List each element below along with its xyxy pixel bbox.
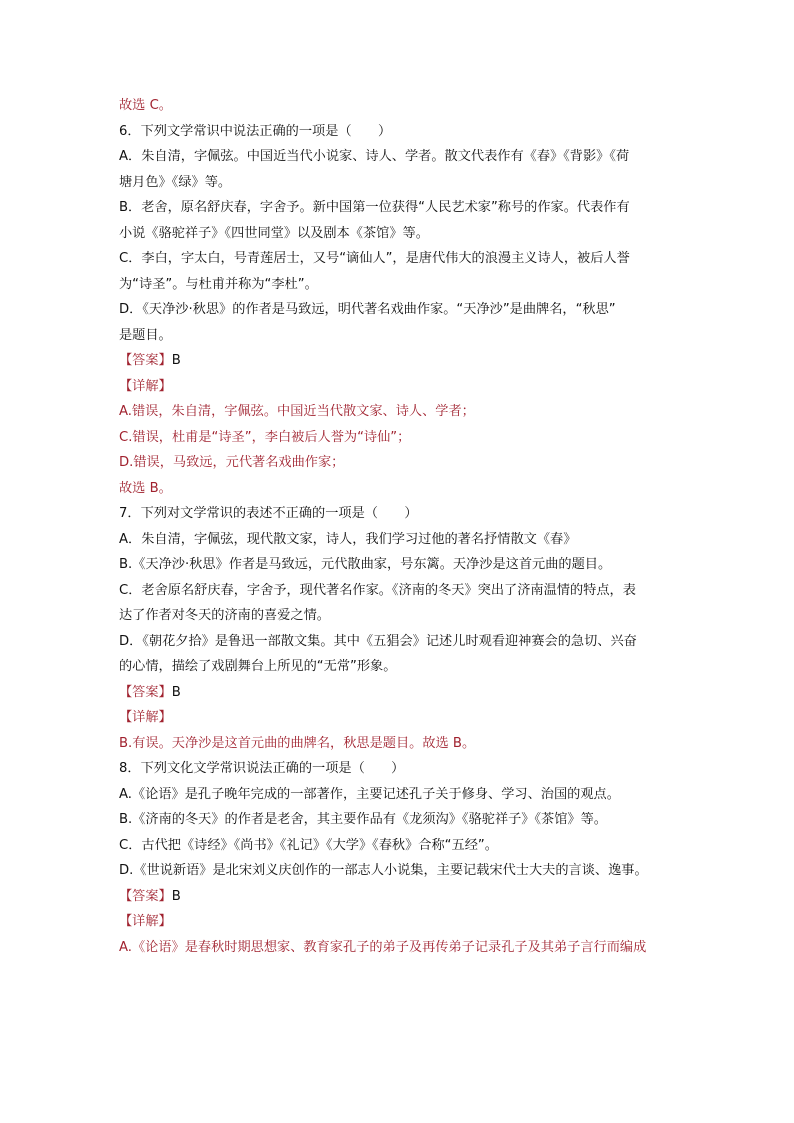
option-line: B.《天净沙·秋思》作者是马致远，元代散曲家，号东篱。天净沙是这首元曲的题目。 [119,557,612,572]
explanation-line: 故选 C。 [119,98,172,113]
option-line: C．老舍原名舒庆春，字舍予，现代著名作家。《济南的冬天》突出了济南温情的特点，表 [119,582,636,598]
answer-bracket: 【答案】 [119,684,172,700]
question-stem: 6．下列文学常识中说法正确的一项是（ ） [119,123,392,139]
question-stem: 8．下列文化文学常识说法正确的一项是（ ） [119,761,405,776]
answer-letter: B [171,888,181,904]
explanation-line: A.错误，朱自清，字佩弦。中国近当代散文家、诗人、学者； [119,404,475,419]
answer-bracket: 【答案】 [119,888,172,904]
answer-label [119,348,684,374]
option-line: A.《论语》是孔子晚年完成的一部著作，主要记述孔子关于修身、学习、治国的观点。 [119,786,620,802]
text-line: 是题目。 [119,327,172,343]
answer-label [119,680,684,706]
explanation-line: D.错误，马致远，元代著名戏曲作家； [119,455,345,470]
text-line: 塘月色》《绿》等。 [119,174,232,190]
option-line: D．《朝花夕拾》是鲁迅一部散文集。其中《五猖会》记述儿时观看迎神赛会的急切、兴奋 [119,633,637,649]
option-line: B.《济南的冬天》的作者是老舍，其主要作品有《龙须沟》《骆驼祥子》《茶馆》等。 [119,812,607,827]
explanation-line: A.《论语》是春秋时期思想家、教育家孔子的弟子及再传弟子记录孔子及其弟子言行而编成 [119,939,647,955]
option-line: C．李白，字太白，号青莲居士，又号“谪仙人”，是唐代伟大的浪漫主义诗人，被后人誉 [119,251,630,266]
option-line: A．朱自清，字佩弦。中国近当代小说家、诗人、学者。散文代表作有《春》《背影》《荷 [119,149,630,164]
text-line: 的心情，描绘了戏剧舞台上所见的“无常”形象。 [119,659,397,674]
explanation-label: 【详解】 [119,914,172,929]
explanation-label: 【详解】 [119,710,172,725]
answer-bracket: 【答案】 [119,353,172,368]
text-line: 为“诗圣”。与杜甫并称为“李杜”。 [119,276,318,292]
explanation-line: 故选 B。 [119,480,172,496]
option-line: C．古代把《诗经》《尚书》《礼记》《大学》《春秋》合称“五经”。 [119,837,498,853]
question-stem: 7．下列对文学常识的表述不正确的一项是（ ） [119,506,418,521]
text-line: 达了作者对冬天的济南的喜爱之情。 [119,608,330,623]
answer-letter: B [171,353,181,368]
explanation-line: C.错误，杜甫是“诗圣”，李白被后人誉为“诗仙”； [119,429,411,445]
explanation-label: 【详解】 [119,378,172,394]
option-line: A．朱自清，字佩弦，现代散文家，诗人，我们学习过他的著名抒情散文《春》 [119,531,577,547]
option-line: B．老舍，原名舒庆春，字舍予。新中国第一位获得“人民艺术家”称号的作家。代表作有 [119,200,630,215]
option-line: D．《天净沙·秋思》的作者是马致远，明代著名戏曲作家。“天净沙”是曲牌名，“秋思” [119,302,616,317]
document-body [119,93,684,960]
explanation-line: B.有误。天净沙是这首元曲的曲牌名，秋思是题目。故选 B。 [119,735,476,751]
option-line: D.《世说新语》是北宋刘义庆创作的一部志人小说集，主要记载宋代士大夫的言谈、逸事。 [119,863,648,878]
answer-letter: B [171,684,181,700]
answer-label [119,884,684,910]
text-line: 小说《骆驼祥子》《四世同堂》以及剧本《茶馆》等。 [119,225,429,241]
